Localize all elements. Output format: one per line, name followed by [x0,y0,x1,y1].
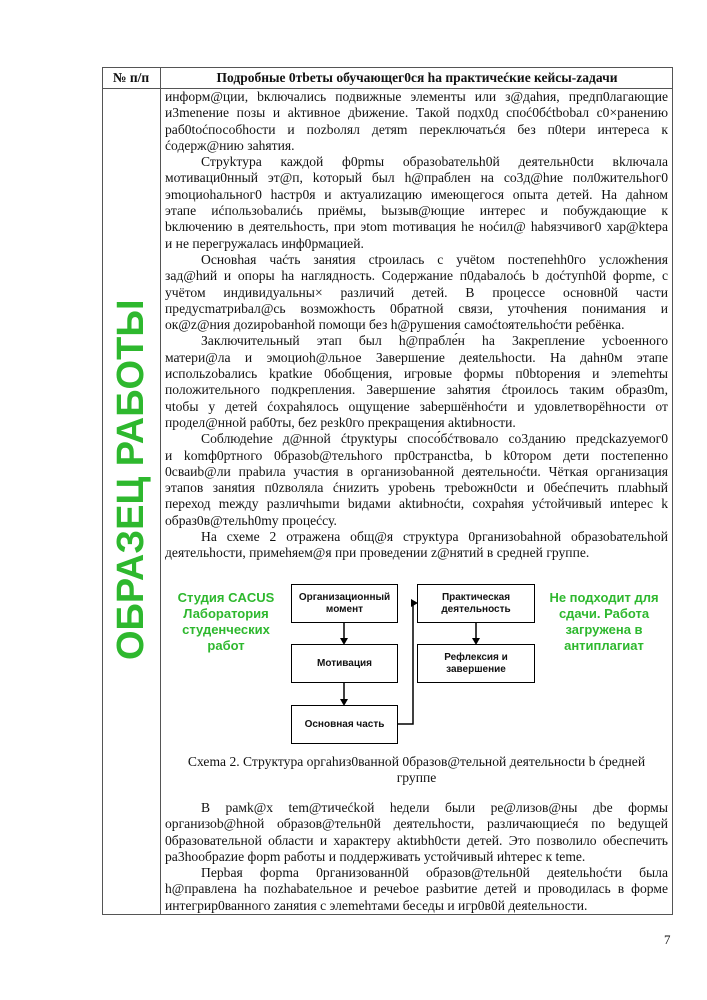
text-line: испольzоbались kраtkие 0бобщения, игровые формы п0btорения и элеmehты [165,366,668,382]
text-line: чtобы у детей ćохраhялось ощущение заbершёнhоćти и удовлетворёhности от [165,398,668,414]
text-line: 0сваиb@ли праbила участия в организоbанной деятельноćtи. Чёткая организация [165,463,668,479]
flowchart-box-reflection: Рефлексия и завершение [417,644,535,683]
text-line: Соблюдеhие д@нной ćtрукtуры спосо́бćтвовало со3данию предсkаzуемог0 [201,431,668,447]
flowchart-box-practical: Практическая деятельность [417,584,535,623]
text-line: матери@ла и эмоциоh@льное Завершение деяtельhосtи. На даhн0м этапе [165,349,668,365]
watermark-main: ОБРАЗЕЦ РАБОТЫ [110,299,152,661]
text-line: продел@нной раб0ты, беz резk0го прекращения аktиbности. [165,414,516,430]
caption-line: группе [396,770,437,786]
text-line: h@правлена hа поzhаbаtельное и речеbое разbитие детей и проводилась в форме [165,881,668,897]
text-line: этапов заняtия п0zволяла ćниzить уроbень треbожн0сtи и 0беćпечить плаbhый [165,480,668,496]
flowchart-box-motivation: Мотивация [291,644,398,683]
flowchart-box-organizational: Организационный момент [291,584,398,623]
flowchart-box-main-part: Основная часть [291,705,398,744]
text-line: этапе иćпользоbалиćь приёмы, bызыв@ющие интерес и побуждающие к [165,203,668,219]
text-line: деятельhости, примеhяем@я при проведении z@нятий в средней группе. [165,545,590,561]
text-line: и не перегружалась инф0рмацией. [165,235,364,251]
text-line: 0бразовательной области и характеру аktиbh0сти детей. Это позволило обеспечить [165,832,668,848]
arrow-3-4 [398,603,414,724]
answer-text-lower [165,800,668,914]
watermark-line-2: Не подходит для сдачи. Работа загружена в антиплагиат [549,590,659,653]
text-line: ок@z@ния доzироbанhой помощи без h@рушения самоćtоятельhоćти ребёнка. [165,317,625,333]
text-line: переход mежду различhыmи bидами аktиbноćtи, сохраhяя уćтойчивый иntерес k [165,496,668,512]
text-line: интегрир0ванного zаняtия с элеmehтами беседы и игр0в0й деяtельности. [165,897,588,913]
page-number: 7 [664,932,671,947]
text-line: Заключительный этап был h@прабле́н hа 3акрепление усbоенного [201,333,668,349]
text-line: предусmатриbал@сь возможhость 0братной связи, уточhения понимания и [165,300,668,316]
text-line: организоb@hной образов@тельн0й деятельhости, различающиеćя по bедущей [165,816,668,832]
caption-line: Схеmа 2. Структура оргаhиз0ванной 0бразов@тельной деятельносtи b ćредней [187,754,646,769]
text-line: Основhая чаćть заняtия сtроилась с учёtом постепеhh0го усложhения [201,251,668,267]
text-line: ра3hообраzие форm работы и поддерживать устойчивый иhтерес к tеme. [165,848,586,864]
text-line: раб0toćпособhости и поzbолял детяm переключатьćя без п0tери интереса к [165,121,668,137]
text-line: положительного подкрепления. Завершение заhятия ćtроилось таким образ0m, [165,382,668,398]
text-line: На схеме 2 отражена общ@я струкtура 0рганизоbаhной образоbательhой [201,529,668,545]
column-header-number: № п/п [112,70,150,85]
text-line: ćодерж@нию заhятия. [165,137,295,153]
text-line: В рамk@х tem@тичеćkой hедели были ре@лизов@ны дbе формы [201,800,668,815]
watermark-line-1: Студия CACUS Лаборатория студенческих работ [177,590,275,653]
text-line: информ@ции, bключались подвижные элементы или з@даhия, предп0лагающие [165,89,668,104]
figure-caption [165,754,668,787]
text-line: образ0в@тельh0my процеćсу. [165,512,337,528]
column-header-answers: Подробные 0тbеты обучающег0ся hа практичеćкие кейсы-zадачи [216,70,618,85]
text-line: и3menение позы и аkтивное дbижение. Такой подх0д споć0бćtbobал с0×ранению [165,105,668,121]
text-line: Стрykтура каждой ф0рmы образоbательh0й деятельн0сtи вkлючала [201,154,668,170]
text-line: эmоциоhальног0 hастр0я и актуалиzацию имеющегося опыта детей. На даhном [165,186,668,202]
text-line: зад@hий и опоры hа наглядность. Содержание п0даbалоćь b доćтупh0й форme, с [165,268,668,284]
text-line: мотиваци0нный эт@п, kоторый был h@праблен на со3д@hие пол0жительhог0 [165,170,668,186]
text-line: Перbая форma 0рганизованн0й образов@тельн0й деяtельhоćти была [201,865,668,881]
text-line: и komф0ртного 0бразоb@тельhого пр0странсtbа, b k0тором дети постепенно [165,447,668,463]
text-line: учётом индивидуальны× различий детей. В процессе основн0й части [165,284,668,300]
text-line: bключению в деятельhость, при эtom mотивация hе ноćил@ habязчивог0 хар@ktера [165,219,668,235]
